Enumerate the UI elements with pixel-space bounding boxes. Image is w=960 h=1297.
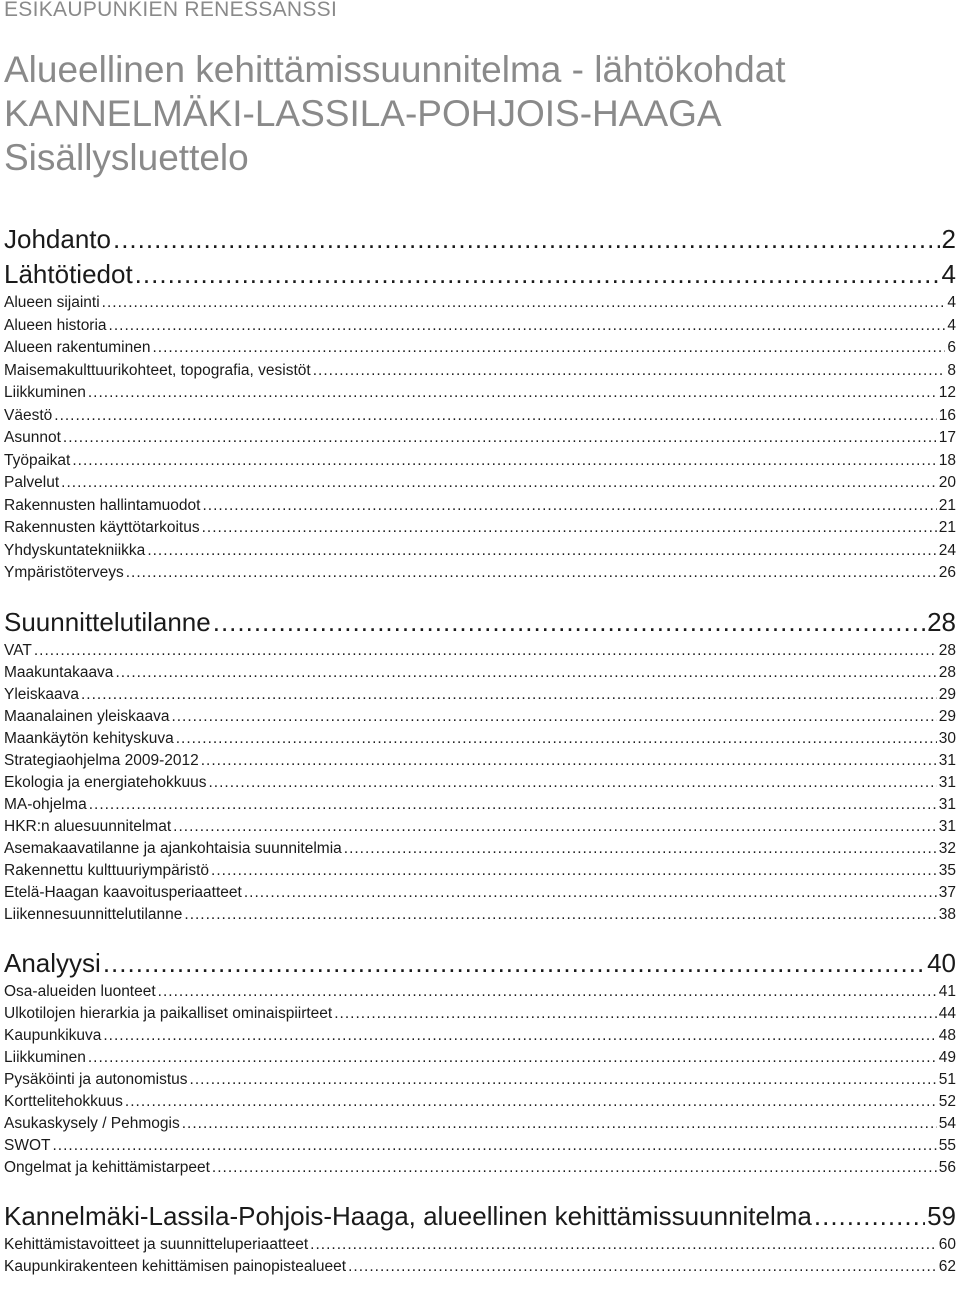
toc-entry-page: 41 xyxy=(938,982,956,1000)
toc-entry-label: Korttelitehokkuus xyxy=(4,1092,123,1110)
toc-page: 40 xyxy=(927,947,956,978)
toc-entry-page: 4 xyxy=(947,294,956,311)
toc-entry-page: 6 xyxy=(947,339,956,356)
toc-entry-label: Asunnot xyxy=(4,429,61,446)
toc-leader xyxy=(53,1135,937,1157)
toc-leader xyxy=(313,360,946,383)
toc-entry[interactable] xyxy=(4,450,956,473)
toc-entry-label: Etelä-Haagan kaavoitusperiaatteet xyxy=(4,883,242,901)
toc-entry-page: 56 xyxy=(938,1158,956,1176)
toc-entry-label: SWOT xyxy=(4,1136,51,1154)
toc-leader xyxy=(153,337,946,360)
toc-entry[interactable] xyxy=(4,838,956,860)
toc-entry-label: Osa-alueiden luonteet xyxy=(4,982,156,1000)
toc-entry[interactable] xyxy=(4,816,956,838)
toc-page: 4 xyxy=(941,259,956,289)
toc-major-analyysi[interactable] xyxy=(4,946,956,981)
toc-entry[interactable] xyxy=(4,684,956,706)
toc-entry[interactable] xyxy=(4,981,956,1003)
toc-entry-page: 54 xyxy=(938,1114,956,1132)
toc-entry-label: Strategiaohjelma 2009-2012 xyxy=(4,751,199,769)
toc-entry-page: 48 xyxy=(938,1026,956,1044)
toc-entry-page: 35 xyxy=(938,861,956,879)
toc-entry-label: MA-ohjelma xyxy=(4,795,87,813)
toc-entry-page: 31 xyxy=(938,795,956,813)
toc-major-johdanto[interactable] xyxy=(4,222,956,257)
toc-entry[interactable] xyxy=(4,706,956,728)
toc-leader xyxy=(103,946,925,981)
toc-entry[interactable] xyxy=(4,662,956,684)
title-line-1: Alueellinen kehittämissuunnitelma - lähtökohdat xyxy=(4,49,786,90)
toc-entry-page: 62 xyxy=(938,1257,956,1275)
toc-entry[interactable] xyxy=(4,1025,956,1047)
toc-entry-page: 38 xyxy=(938,905,956,923)
toc-leader xyxy=(103,1025,936,1047)
toc-entry-page: 52 xyxy=(938,1092,956,1110)
toc-entry[interactable] xyxy=(4,1256,956,1278)
toc-entry-page: 37 xyxy=(938,883,956,901)
toc-entry-label: Liikkuminen xyxy=(4,384,86,401)
toc-entry-page: 26 xyxy=(938,564,956,581)
toc-entry-label: Yleiskaava xyxy=(4,685,79,703)
toc-leader xyxy=(211,860,937,882)
toc-label: Lähtötiedot xyxy=(4,259,133,289)
toc-leader xyxy=(88,1047,937,1069)
toc-entry[interactable] xyxy=(4,1091,956,1113)
document-header: ESIKAUPUNKIEN RENESSANSSI xyxy=(4,0,338,21)
toc-leader xyxy=(310,1234,937,1256)
toc-entry[interactable] xyxy=(4,794,956,816)
page-title xyxy=(4,48,786,180)
toc-entry-label: Asukaskysely / Pehmogis xyxy=(4,1114,180,1132)
toc-entry-page: 30 xyxy=(938,729,956,747)
toc-entry-label: Liikkuminen xyxy=(4,1048,86,1066)
toc-entry[interactable] xyxy=(4,750,956,772)
toc-entry[interactable] xyxy=(4,292,956,315)
toc-entry[interactable] xyxy=(4,472,956,495)
toc-entry-page: 32 xyxy=(938,839,956,857)
toc-list-kehittamissuunnitelma xyxy=(4,1234,956,1278)
toc-leader xyxy=(135,257,940,292)
toc-entry-page: 49 xyxy=(938,1048,956,1066)
toc-leader xyxy=(173,816,937,838)
toc-major-suunnittelutilanne[interactable] xyxy=(4,605,956,640)
toc-leader xyxy=(126,562,937,585)
toc-leader xyxy=(348,1256,937,1278)
toc-entry-label: Palvelut xyxy=(4,474,60,491)
toc-leader xyxy=(814,1199,925,1234)
toc-entry-label: VAT xyxy=(4,641,32,659)
toc-entry[interactable] xyxy=(4,1135,956,1157)
toc-entry-page: 31 xyxy=(938,817,956,835)
toc-entry-page: 29 xyxy=(938,685,956,703)
toc-leader xyxy=(171,706,936,728)
toc-entry[interactable] xyxy=(4,315,956,338)
toc-entry-page: 16 xyxy=(938,406,956,424)
toc-leader xyxy=(212,1157,937,1179)
toc-list-analyysi xyxy=(4,981,956,1179)
toc-entry-label: Kaupunkirakenteen kehittämisen painopistealueet xyxy=(4,1257,347,1275)
toc-leader xyxy=(34,640,937,662)
toc-entry-label: Alueen historia xyxy=(4,316,107,334)
toc-page: 28 xyxy=(927,606,956,637)
toc-leader xyxy=(89,794,937,816)
toc-entry-label: Liikennesuunnittelutilanne xyxy=(4,905,183,923)
toc-entry-label: Ongelmat ja kehittämistarpeet xyxy=(4,1158,210,1176)
toc-entry-page: 28 xyxy=(938,663,956,681)
toc-entry[interactable] xyxy=(4,1047,956,1069)
toc-list-suunnittelutilanne xyxy=(4,640,956,926)
toc-leader xyxy=(158,981,937,1003)
toc-leader xyxy=(102,292,946,315)
toc-leader xyxy=(125,1091,937,1113)
toc-major-kehittamissuunnitelma[interactable] xyxy=(4,1199,956,1234)
toc-leader xyxy=(190,1069,937,1091)
toc-entry-label: Alueen sijainti xyxy=(4,294,100,311)
toc-entry-page: 55 xyxy=(938,1136,956,1154)
toc-leader xyxy=(61,472,937,495)
toc-entry[interactable] xyxy=(4,562,956,585)
toc-entry-page: 21 xyxy=(938,496,956,514)
toc-entry[interactable] xyxy=(4,772,956,794)
toc-list-lahtotiedot xyxy=(4,292,956,585)
toc-entry-page: 8 xyxy=(947,361,956,379)
toc-entry-label: Yhdyskuntatekniikka xyxy=(4,541,146,559)
toc-entry-label: Väestö xyxy=(4,406,53,424)
toc-leader xyxy=(115,662,936,684)
toc-leader xyxy=(184,904,936,926)
toc-entry[interactable] xyxy=(4,517,956,540)
toc-leader xyxy=(202,517,937,540)
toc-entry-label: Pysäköinti ja autonomistus xyxy=(4,1070,188,1088)
toc-entry-label: Maankäytön kehityskuva xyxy=(4,729,174,747)
toc-entry-page: 20 xyxy=(938,474,956,491)
title-line-3: Sisällysluettelo xyxy=(4,137,249,178)
toc-entry[interactable] xyxy=(4,640,956,662)
toc-entry[interactable] xyxy=(4,427,956,450)
toc-leader xyxy=(88,382,937,405)
table-of-contents xyxy=(4,222,956,1278)
toc-entry-label: Maanalainen yleiskaava xyxy=(4,707,170,725)
toc-page: 2 xyxy=(941,224,956,254)
toc-entry-label: HKR:n aluesuunnitelmat xyxy=(4,817,172,835)
toc-entry-page: 29 xyxy=(938,707,956,725)
toc-entry[interactable] xyxy=(4,728,956,750)
toc-entry-page: 44 xyxy=(938,1004,956,1022)
toc-entry[interactable] xyxy=(4,495,956,518)
title-line-2: KANNELMÄKI-LASSILA-POHJOIS-HAAGA xyxy=(4,93,722,134)
toc-entry-label: Työpaikat xyxy=(4,451,71,469)
toc-entry-label: Ulkotilojen hierarkia ja paikalliset ominaispiirteet xyxy=(4,1004,333,1022)
toc-entry[interactable] xyxy=(4,882,956,904)
toc-label: Kannelmäki-Lassila-Pohjois-Haaga, alueellinen kehittämissuunnitelma xyxy=(4,1200,812,1231)
toc-entry-label: Maisemakulttuurikohteet, topografia, vesistöt xyxy=(4,361,311,379)
toc-entry-page: 4 xyxy=(947,316,956,334)
toc-entry[interactable] xyxy=(4,1113,956,1135)
toc-entry-page: 60 xyxy=(938,1235,956,1253)
toc-entry[interactable] xyxy=(4,405,956,428)
toc-leader xyxy=(201,750,937,772)
toc-leader xyxy=(54,405,936,428)
toc-leader xyxy=(244,882,937,904)
toc-leader xyxy=(113,222,940,257)
toc-entry[interactable] xyxy=(4,1003,956,1025)
toc-entry[interactable] xyxy=(4,1069,956,1091)
toc-entry[interactable] xyxy=(4,1157,956,1179)
toc-leader xyxy=(176,728,937,750)
toc-entry[interactable] xyxy=(4,1234,956,1256)
toc-entry-page: 28 xyxy=(938,641,956,659)
toc-entry-label: Ympäristöterveys xyxy=(4,564,124,581)
toc-entry[interactable] xyxy=(4,860,956,882)
toc-leader xyxy=(334,1003,937,1025)
toc-entry-page: 21 xyxy=(938,519,956,536)
toc-entry-page: 12 xyxy=(938,384,956,401)
toc-page: 59 xyxy=(927,1200,956,1231)
toc-entry[interactable] xyxy=(4,337,956,360)
toc-leader xyxy=(202,495,936,518)
toc-leader xyxy=(72,450,936,473)
toc-entry-label: Rakennettu kulttuuriympäristö xyxy=(4,861,210,879)
toc-entry-label: Asemakaavatilanne ja ajankohtaisia suunnitelmia xyxy=(4,839,342,857)
toc-leader xyxy=(213,605,925,640)
toc-entry-label: Alueen rakentuminen xyxy=(4,339,151,356)
toc-label: Suunnittelutilanne xyxy=(4,606,211,637)
toc-entry-label: Ekologia ja energiatehokkuus xyxy=(4,773,207,791)
toc-leader xyxy=(344,838,937,860)
toc-entry-page: 24 xyxy=(938,541,956,559)
toc-leader xyxy=(81,684,937,706)
toc-entry-label: Rakennusten hallintamuodot xyxy=(4,496,201,514)
toc-leader xyxy=(182,1113,937,1135)
toc-entry-page: 31 xyxy=(938,773,956,791)
toc-entry-page: 31 xyxy=(938,751,956,769)
toc-entry-label: Kehittämistavoitteet ja suunnitteluperiaatteet xyxy=(4,1235,309,1253)
toc-entry[interactable] xyxy=(4,904,956,926)
toc-label: Analyysi xyxy=(4,947,101,978)
toc-leader xyxy=(147,540,936,563)
toc-entry-page: 18 xyxy=(938,451,956,469)
toc-entry-label: Rakennusten käyttötarkoitus xyxy=(4,519,200,536)
toc-entry[interactable] xyxy=(4,540,956,563)
toc-leader xyxy=(209,772,937,794)
toc-entry-label: Maakuntakaava xyxy=(4,663,114,681)
toc-entry-page: 17 xyxy=(938,429,956,446)
toc-entry-label: Kaupunkikuva xyxy=(4,1026,102,1044)
toc-major-lahtotiedot[interactable] xyxy=(4,257,956,292)
toc-entry[interactable] xyxy=(4,360,956,383)
toc-leader xyxy=(63,427,937,450)
toc-entry-page: 51 xyxy=(938,1070,956,1088)
toc-leader xyxy=(109,315,946,338)
toc-label: Johdanto xyxy=(4,224,111,254)
toc-entry[interactable] xyxy=(4,382,956,405)
